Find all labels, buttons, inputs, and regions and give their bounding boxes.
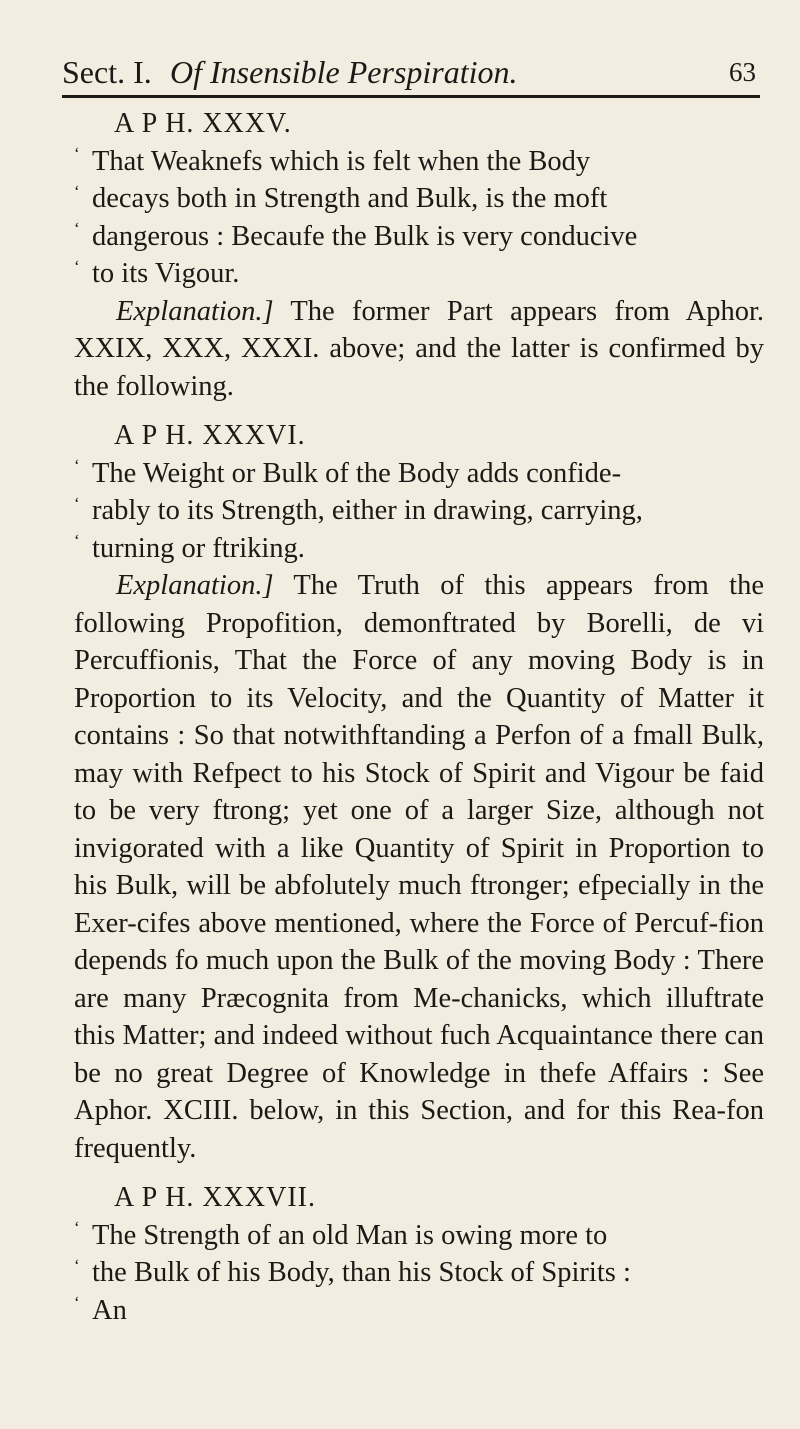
section-label: Sect. I. (62, 54, 152, 90)
aphorism-quote-line: ‘ to its Vigour. (74, 256, 240, 289)
aphorism-quote-line: ‘ That Weaknefs which is felt when the Body (74, 144, 591, 177)
explanation-paragraph (74, 567, 764, 1167)
aphorism-quote-line: ‘ dangerous : Becaufe the Bulk is very conducive (74, 219, 638, 252)
explanation-text: The Truth of this appears from the following Propofition, demonftrated by Borelli, de vi Percuffionis, That the Force of any moving Body is in Proportion to its Velocity, and the Quantity of Matter it contains : So that notwithftanding a Perfon of a fmall Bulk, may with Refpect to his Stock of Spirit and Vigour be faid to be very ftrong; yet one of a larger Size, although not invigorated with a like Quantity of Spirit in Proportion to his Bulk, will be abfolutely much ftronger; efpecially in the Exer-cifes above mentioned, where the Force of Percuf-fion depends fo much upon the Bulk of the moving Body : There are many Præcognita from Me-chanicks, which illuftrate this Matter; and indeed without fuch Acquaintance there can be no great Degree of Knowledge in thefe Affairs : See Aphor. XCIII. below, in this Section, and for this Rea-fon frequently. (74, 570, 764, 1164)
aphorism-quote-line: ‘ The Strength of an old Man is owing more to (74, 1218, 608, 1251)
page-body (74, 105, 764, 1329)
aphorism-quote-line: ‘ The Weight or Bulk of the Body adds confide- (74, 456, 622, 489)
explanation-label: Explanation.] (116, 570, 274, 601)
aphorism-heading: A P H. XXXV. (114, 108, 292, 139)
aphorism-quote-line: ‘ turning or ftriking. (74, 531, 305, 564)
explanation-text: The former Part appears from Aphor. XXIX, XXX, XXXI. above; and the latter is confirmed by the following. (74, 295, 764, 402)
explanation-paragraph (74, 293, 764, 406)
aphorism-quote-line: ‘ decays both in Strength and Bulk, is the moft (74, 181, 608, 214)
aphorism-heading: A P H. XXXVI. (114, 420, 306, 451)
explanation-label: Explanation.] (116, 295, 274, 327)
aphorism-quote-line: ‘ the Bulk of his Body, than his Stock of Spirits : (74, 1255, 631, 1288)
aphorism-heading: A P H. XXXVII. (114, 1182, 316, 1213)
catchword: ‘ An (74, 1293, 127, 1326)
header-rule (62, 95, 760, 98)
running-head (62, 50, 760, 94)
page-number: 63 (729, 57, 756, 87)
running-title: Of Insensible Perspiration. (170, 54, 518, 90)
aphorism-quote-line: ‘ rably to its Strength, either in drawing, carrying, (74, 493, 643, 526)
